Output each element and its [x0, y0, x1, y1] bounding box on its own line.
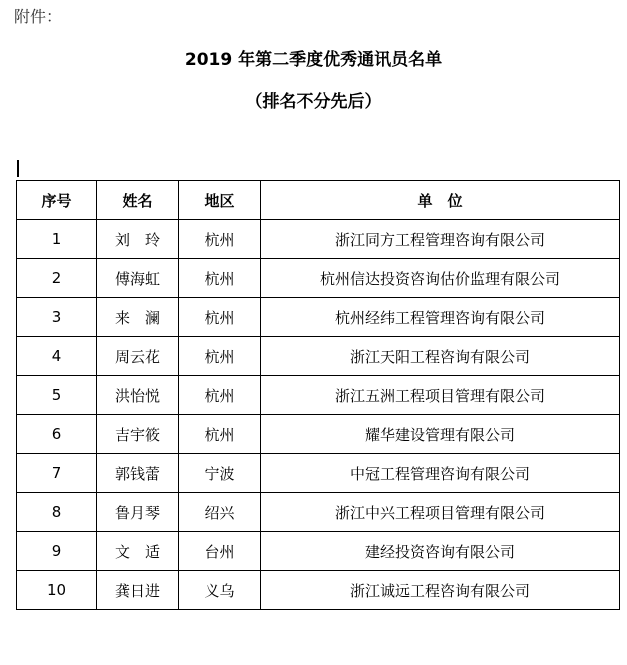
cell-name: 郭钱蕾: [97, 454, 179, 493]
header-index: 序号: [17, 181, 97, 220]
text-cursor: [17, 160, 19, 177]
cell-index: 6: [17, 415, 97, 454]
cell-name: 龚日进: [97, 571, 179, 610]
cell-unit: 浙江中兴工程项目管理有限公司: [261, 493, 620, 532]
header-region: 地区: [179, 181, 261, 220]
cell-region: 台州: [179, 532, 261, 571]
table-row: [17, 220, 620, 259]
cell-index: 1: [17, 220, 97, 259]
cell-index: 10: [17, 571, 97, 610]
table-row: [17, 376, 620, 415]
cell-region: 杭州: [179, 298, 261, 337]
table-row: [17, 298, 620, 337]
header-unit: 单 位: [261, 181, 620, 220]
document-title: 2019 年第二季度优秀通讯员名单: [184, 50, 443, 70]
cell-unit: 中冠工程管理咨询有限公司: [261, 454, 620, 493]
cell-unit: 杭州信达投资咨询估价监理有限公司: [261, 259, 620, 298]
cell-index: 8: [17, 493, 97, 532]
cell-name: 吉宇筱: [97, 415, 179, 454]
table-row: [17, 454, 620, 493]
honoree-table: [16, 180, 620, 610]
cell-index: 2: [17, 259, 97, 298]
cell-index: 7: [17, 454, 97, 493]
cell-name: 来 澜: [97, 298, 179, 337]
cell-index: 4: [17, 337, 97, 376]
cell-unit: 耀华建设管理有限公司: [261, 415, 620, 454]
cell-unit: 浙江五洲工程项目管理有限公司: [261, 376, 620, 415]
table-row: [17, 337, 620, 376]
cell-region: 宁波: [179, 454, 261, 493]
cell-name: 周云花: [97, 337, 179, 376]
cell-name: 鲁月琴: [97, 493, 179, 532]
cell-unit: 浙江诚远工程咨询有限公司: [261, 571, 620, 610]
cell-region: 杭州: [179, 220, 261, 259]
header-name: 姓名: [97, 181, 179, 220]
table-row: [17, 493, 620, 532]
table-row: [17, 415, 620, 454]
cell-name: 洪怡悦: [97, 376, 179, 415]
cell-index: 3: [17, 298, 97, 337]
cell-unit: 建经投资咨询有限公司: [261, 532, 620, 571]
cell-region: 绍兴: [179, 493, 261, 532]
cell-unit: 杭州经纬工程管理咨询有限公司: [261, 298, 620, 337]
table-row: [17, 259, 620, 298]
cell-region: 杭州: [179, 415, 261, 454]
cell-name: 文 适: [97, 532, 179, 571]
cell-index: 5: [17, 376, 97, 415]
cell-region: 杭州: [179, 259, 261, 298]
table-header-row: [17, 181, 620, 220]
table-row: [17, 571, 620, 610]
cell-unit: 浙江同方工程管理咨询有限公司: [261, 220, 620, 259]
cell-region: 杭州: [179, 376, 261, 415]
table-row: [17, 532, 620, 571]
cell-name: 傅海虹: [97, 259, 179, 298]
document-subtitle: （排名不分先后）: [245, 92, 382, 112]
cell-name: 刘 玲: [97, 220, 179, 259]
cell-index: 9: [17, 532, 97, 571]
attachment-label: 附件：: [14, 7, 63, 26]
cell-region: 义乌: [179, 571, 261, 610]
cell-region: 杭州: [179, 337, 261, 376]
cell-unit: 浙江天阳工程咨询有限公司: [261, 337, 620, 376]
